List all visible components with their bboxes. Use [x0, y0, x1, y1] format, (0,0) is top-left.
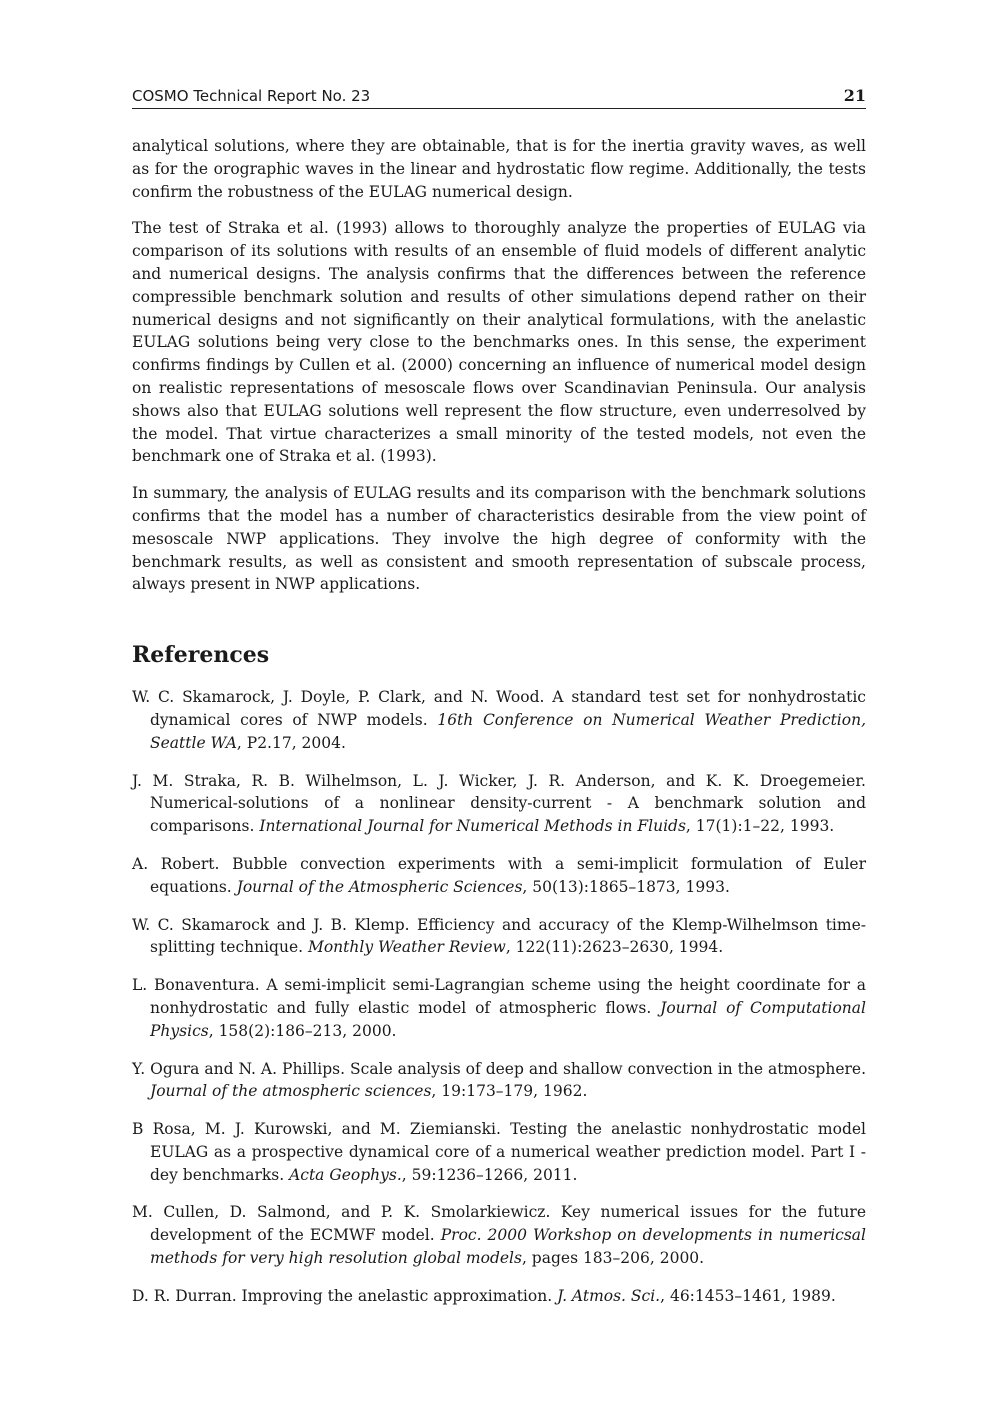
reference-details: , 46:1453–1461, 1989. [660, 1286, 836, 1305]
reference-venue: J. Atmos. Sci. [557, 1286, 661, 1305]
reference-text: A. Robert. Bubble convection experiments with a semi-implicit formulation of Euler equations. [132, 854, 866, 896]
paragraph-3: In summary, the analysis of EULAG results and its comparison with the benchmark solutions confirms that the model has a number of characteristics desirable from the view point of mesoscale NWP applications. They involve the high degree of conformity with the benchmark results, as well as consistent and smooth representation of subscale process, always present in NWP applications. [132, 484, 866, 594]
reference-text: B Rosa, M. J. Kurowski, and M. Ziemianski. Testing the anelastic nonhydrostatic model EULAG as a prospective dynamical core of a numerical weather prediction model. Part I - dey benchmarks. [132, 1120, 866, 1184]
reference-details: , 19:173–179, 1962. [431, 1082, 588, 1101]
reference-item [132, 1285, 866, 1308]
paragraph-1: analytical solutions, where they are obtainable, that is for the inertia gravity waves, as well as for the orographic waves in the linear and hydrostatic flow regime. Additionally, the tests confirm the robustness of the EULAG numerical design. [132, 137, 866, 201]
reference-details: , 122(11):2623–2630, 1994. [505, 938, 724, 957]
reference-item [132, 1058, 866, 1104]
page-number: 21 [843, 86, 866, 105]
reference-details: , 59:1236–1266, 2011. [401, 1165, 578, 1184]
reference-text: Y. Ogura and N. A. Phillips. Scale analysis of deep and shallow convection in the atmosphere. [132, 1059, 866, 1078]
page-body [132, 135, 866, 1323]
report-title: COSMO Technical Report No. 23 [132, 87, 371, 105]
reference-item [132, 1201, 866, 1269]
reference-text: L. Bonaventura. A semi-implicit semi-Lagrangian scheme using the height coordinate for a nonhydrostatic and fully elastic model of atmospheric flows. [132, 976, 866, 1017]
reference-text: W. C. Skamarock, J. Doyle, P. Clark, and N. Wood. A standard test set for nonhydrostatic dynamical cores of NWP models. [132, 688, 866, 729]
reference-text: J. M. Straka, R. B. Wilhelmson, L. J. Wicker, J. R. Anderson, and K. K. Droegemeier. Numerical-solutions of a nonlinear density-current - A benchmark solution and comparisons. [132, 771, 866, 836]
reference-venue: International Journal for Numerical Methods in Fluids [259, 817, 686, 836]
reference-list [132, 686, 866, 1308]
reference-details: , 17(1):1–22, 1993. [685, 817, 835, 836]
reference-venue: Proc. 2000 Workshop on developments in numericsal methods for very high resolution global models [150, 1226, 866, 1268]
reference-text: D. R. Durran. Improving the anelastic approximation. [132, 1286, 558, 1305]
running-header [132, 86, 866, 109]
reference-item [132, 974, 866, 1042]
reference-details: , 158(2):186–213, 2000. [208, 1021, 397, 1040]
reference-details: , pages 183–206, 2000. [521, 1249, 705, 1268]
reference-item [132, 770, 866, 838]
reference-venue: Journal of the atmospheric sciences [150, 1082, 432, 1101]
reference-text: W. C. Skamarock and J. B. Klemp. Efficiency and accuracy of the Klemp-Wilhelmson time-splitting technique. [132, 915, 866, 957]
references-heading: References [132, 642, 270, 669]
reference-venue: Acta Geophys. [289, 1165, 402, 1184]
reference-details: , 50(13):1865–1873, 1993. [522, 877, 730, 896]
reference-item [132, 914, 866, 960]
reference-item [132, 1118, 866, 1186]
reference-item [132, 686, 866, 754]
reference-item [132, 853, 866, 899]
reference-venue: Journal of the Atmospheric Sciences [236, 877, 523, 896]
reference-venue: Journal of Computational Physics [150, 998, 866, 1040]
reference-venue: 16th Conference on Numerical Weather Prediction, Seattle WA [150, 710, 866, 752]
reference-venue: Monthly Weather Review [307, 938, 506, 957]
reference-text: M. Cullen, D. Salmond, and P. K. Smolarkiewicz. Key numerical issues for the future development of the ECMWF model. [132, 1203, 866, 1245]
paragraph-2: The test of Straka et al. (1993) allows to thoroughly analyze the properties of EULAG via comparison of its solutions with results of an ensemble of fluid models of different analytic and numerical designs. The analysis confirms that the differences between the reference compressible benchmark solution and results of other simulations depend rather on their numerical designs and not significantly on their analytical formulations, with the anelastic EULAG solutions being very close to the benchmarks ones. In this sense, the experiment confirms findings by Cullen et al. (2000) concerning an influence of numerical model design on realistic representations of mesoscale flows over Scandinavian Peninsula. Our analysis shows also that EULAG solutions well represent the flow structure, even underresolved by the model. That virtue characterizes a small minority of the tested models, not even the benchmark one of Straka et al. (1993). [132, 219, 866, 466]
reference-details: , P2.17, 2004. [236, 733, 346, 752]
